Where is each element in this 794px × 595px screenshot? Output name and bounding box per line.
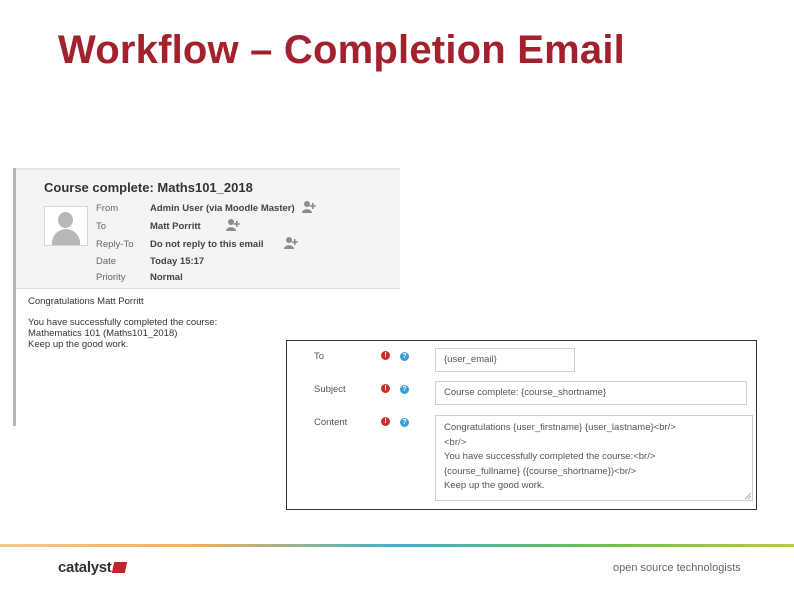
catalyst-logo: [58, 559, 126, 576]
avatar: [44, 206, 88, 246]
email-body-line: Keep up the good work.: [28, 339, 129, 350]
meta-label: From: [96, 203, 119, 214]
meta-value: Today 15:17: [150, 256, 205, 267]
slide-title: Workflow – Completion Email: [58, 28, 625, 72]
meta-value: Admin User (via Moodle Master): [150, 203, 295, 214]
required-icon: !: [381, 351, 390, 360]
to-label: To: [314, 351, 325, 362]
meta-label: Date: [96, 256, 117, 267]
content-label: Content: [314, 417, 348, 428]
resize-handle-icon[interactable]: [744, 492, 751, 499]
brand-name: catalyst: [58, 559, 112, 576]
footer-divider: [0, 544, 794, 547]
content-line: Congratulations {user_firstname} {user_lastname}<br/>: [444, 422, 676, 433]
required-icon: !: [381, 417, 390, 426]
workflow-email-form: [286, 340, 757, 510]
meta-value: Normal: [150, 272, 183, 283]
content-line: <br/>: [444, 436, 467, 448]
meta-value: Matt Porritt: [150, 221, 201, 232]
help-icon[interactable]: ?: [400, 352, 409, 361]
tagline: open source technologists: [613, 562, 741, 574]
content-line: Keep up the good work.: [444, 480, 545, 491]
help-icon[interactable]: ?: [400, 385, 409, 394]
content-line: {course_fullname} ({course_shortname})<br/>: [444, 465, 637, 477]
content-textarea[interactable]: [435, 415, 753, 501]
email-greeting: Congratulations Matt Porritt: [28, 296, 144, 307]
add-contact-icon[interactable]: [226, 218, 240, 232]
email-subject: Course complete: Maths101_2018: [44, 180, 253, 195]
add-contact-icon[interactable]: [302, 200, 316, 214]
meta-value: Do not reply to this email: [150, 239, 264, 250]
email-body-line: Mathematics 101 (Maths101_2018): [28, 328, 178, 339]
logo-mark-icon: [112, 562, 127, 573]
meta-label: Priority: [96, 272, 126, 283]
meta-label: To: [96, 221, 107, 232]
email-body: [28, 296, 217, 350]
subject-label: Subject: [314, 384, 346, 395]
content-line: You have successfully completed the course:<br/>: [444, 451, 656, 462]
to-field[interactable]: {user_email}: [435, 348, 575, 372]
subject-field[interactable]: Course complete: {course_shortname}: [435, 381, 747, 405]
help-icon[interactable]: ?: [400, 418, 409, 427]
email-header: [16, 168, 400, 289]
add-contact-icon[interactable]: [284, 236, 298, 250]
required-icon: !: [381, 384, 390, 393]
meta-label: Reply-To: [96, 239, 134, 250]
email-body-line: You have successfully completed the course:: [28, 317, 218, 328]
